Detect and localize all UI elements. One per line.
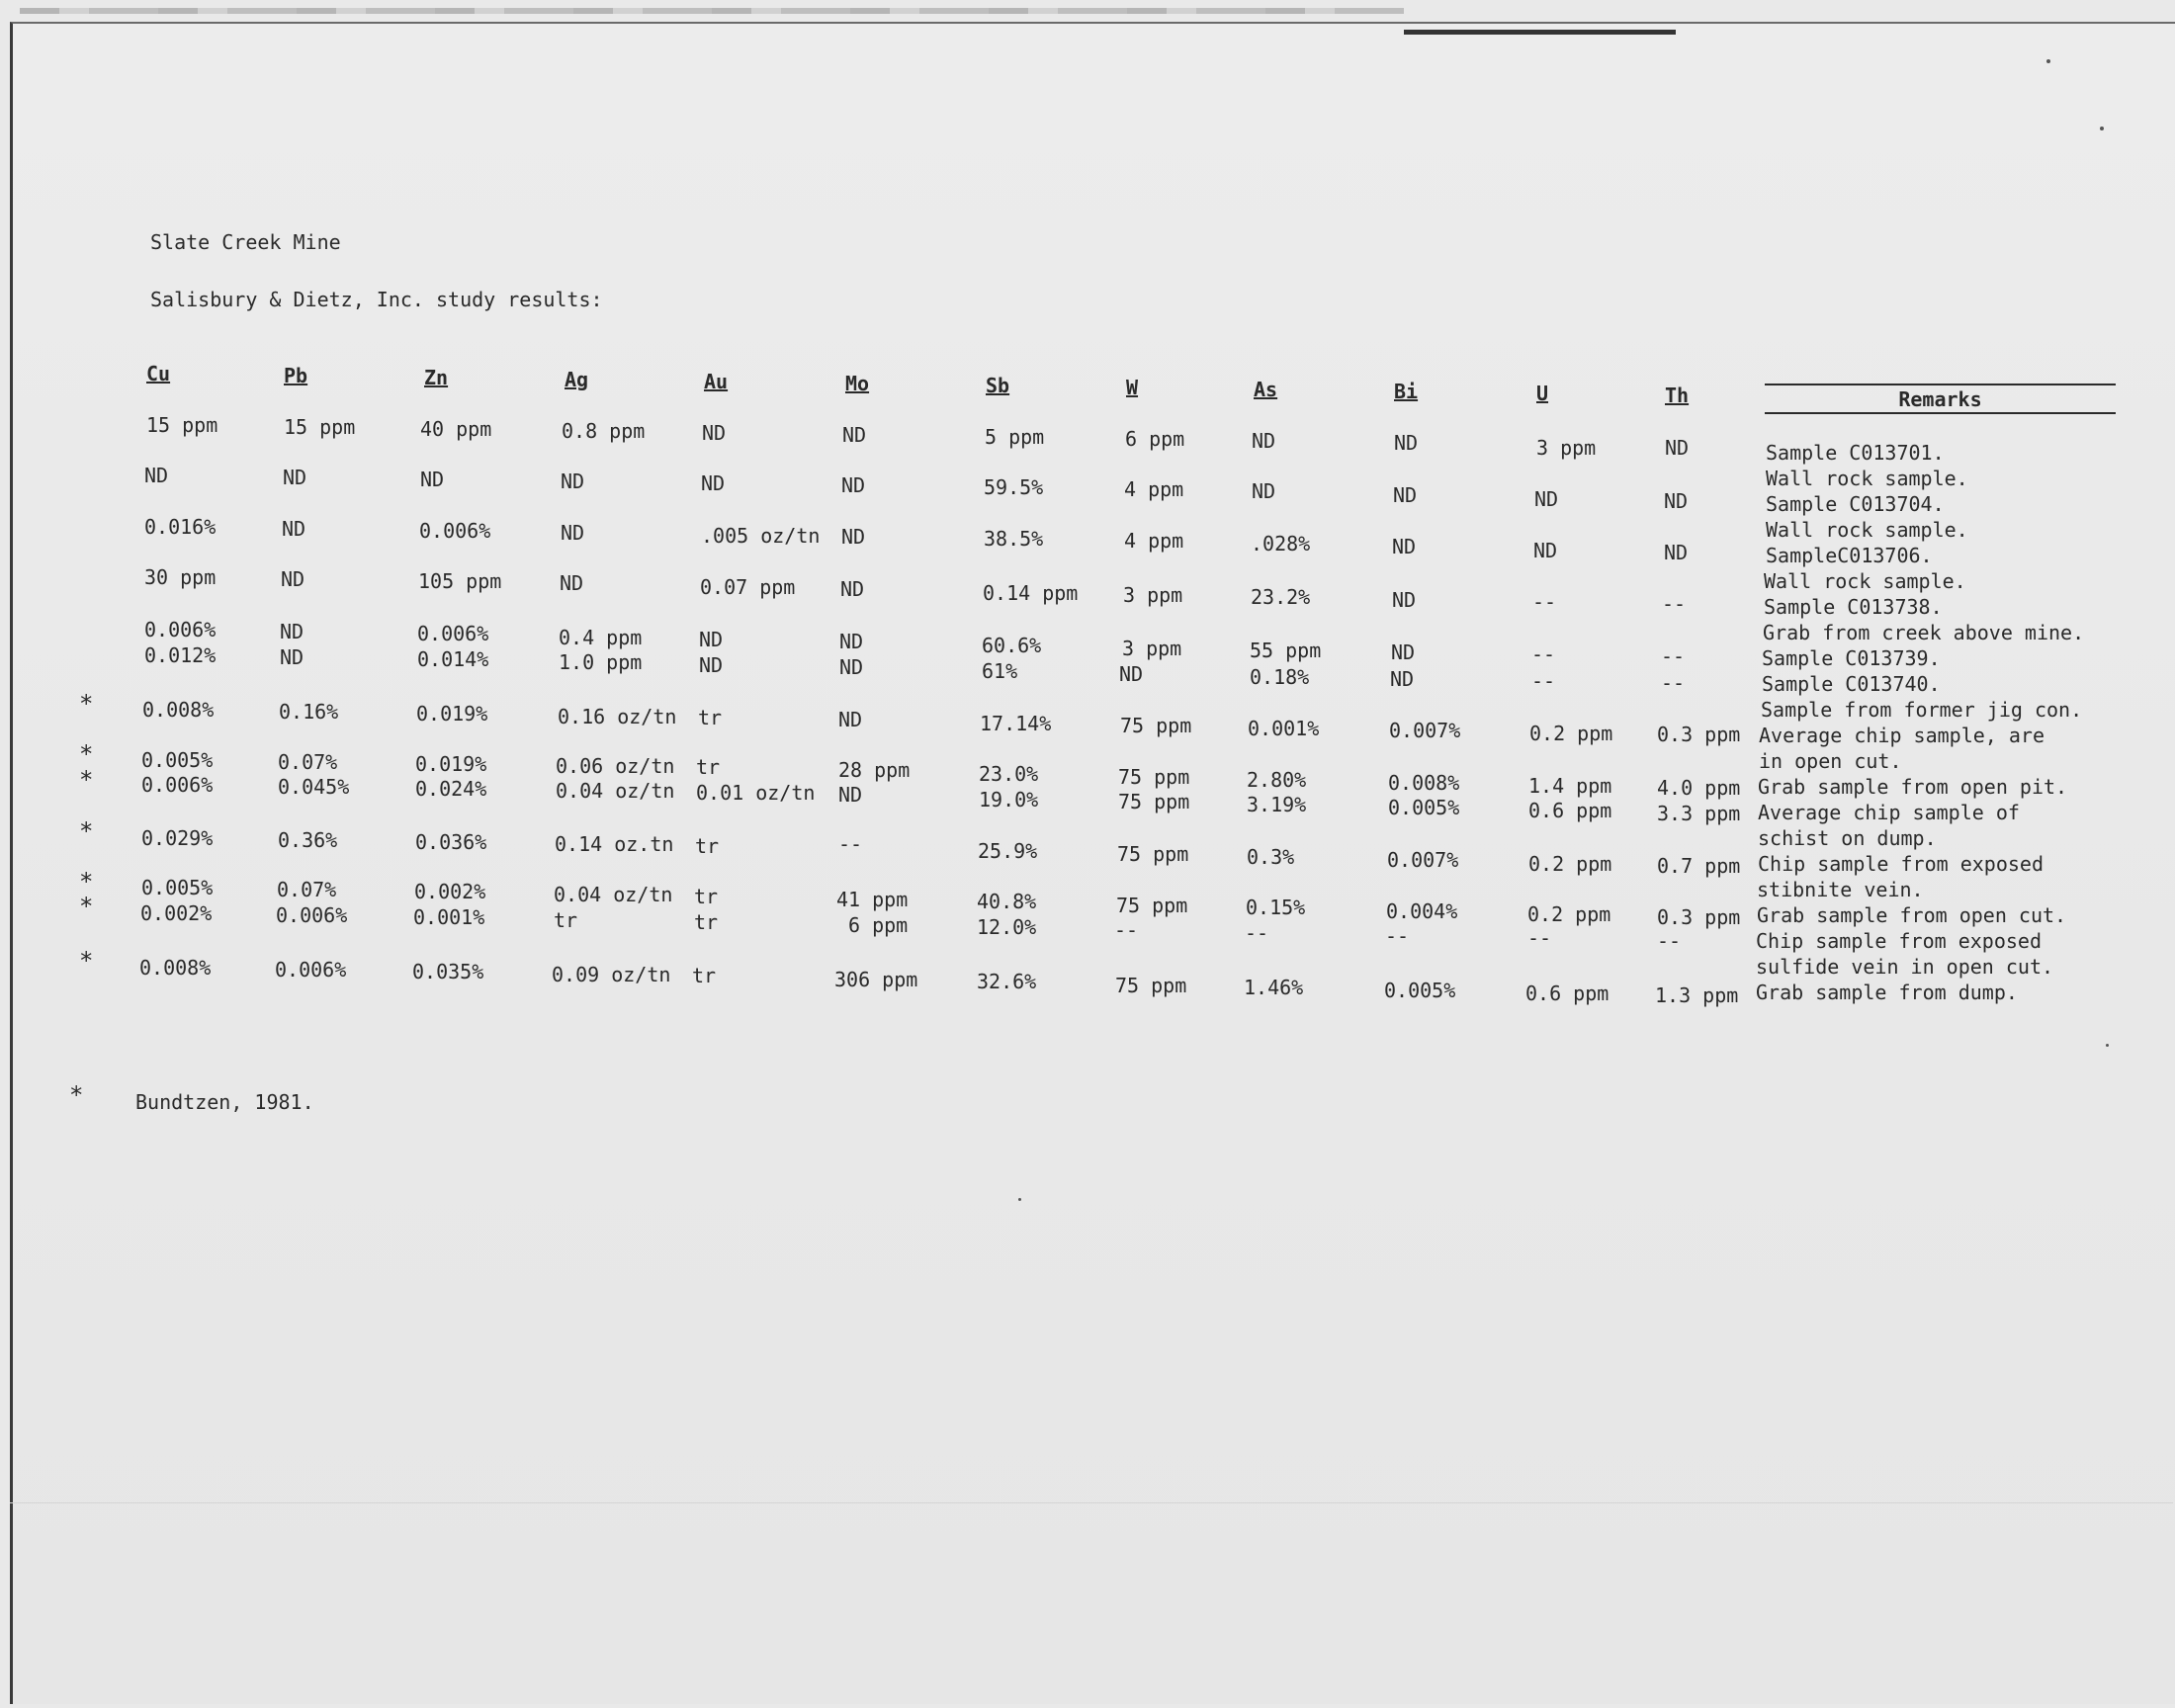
cell-bi: ND <box>1390 667 1415 691</box>
column-header-ag: Ag <box>565 368 589 391</box>
cell-th: 0.3 ppm <box>1657 723 1741 746</box>
cell-zn: 0.006% <box>419 519 491 543</box>
cell-th: 0.3 ppm <box>1657 905 1741 929</box>
cell-zn: 40 ppm <box>420 417 492 441</box>
reference-asterisk: * <box>79 947 94 975</box>
cell-mo: ND <box>842 423 867 447</box>
paper-fold-line <box>10 1502 2173 1503</box>
cell-as: 0.15% <box>1246 896 1306 919</box>
cell-ag: 0.04 oz/tn <box>554 883 673 906</box>
cell-u: ND <box>1534 487 1559 511</box>
cell-cu: 0.008% <box>139 956 212 980</box>
cell-th: 1.3 ppm <box>1655 983 1739 1007</box>
cell-as: 0.18% <box>1250 665 1310 689</box>
cell-u: 0.6 ppm <box>1525 982 1610 1005</box>
cell-w: 75 ppm <box>1118 765 1190 789</box>
cell-mo: 28 ppm <box>838 758 911 782</box>
cell-bi: 0.004% <box>1386 899 1458 923</box>
cell-w: ND <box>1119 662 1144 686</box>
cell-u: 0.2 ppm <box>1529 722 1613 745</box>
cell-sb: 40.8% <box>977 890 1037 913</box>
cell-cu: 0.012% <box>144 643 217 667</box>
remark-line: Sample C013739. <box>1762 646 1941 670</box>
column-header-th: Th <box>1665 384 1690 407</box>
document-title: Slate Creek Mine <box>150 230 341 254</box>
cell-pb: 0.36% <box>278 828 338 852</box>
remark-line: Wall rock sample. <box>1766 518 1968 542</box>
cell-as: 3.19% <box>1247 793 1307 816</box>
reference-asterisk: * <box>79 766 94 794</box>
footnote-text: Bundtzen, 1981. <box>135 1090 314 1114</box>
cell-sb: 38.5% <box>984 527 1044 551</box>
cell-pb: 0.045% <box>278 775 350 799</box>
cell-mo: ND <box>838 708 863 731</box>
cell-w: 75 ppm <box>1118 790 1190 813</box>
remark-line: Grab sample from dump. <box>1756 981 2018 1004</box>
cell-u: -- <box>1531 669 1556 693</box>
cell-pb: 15 ppm <box>284 415 356 439</box>
cell-au: .005 oz/tn <box>701 524 821 548</box>
remark-line: in open cut. <box>1759 749 1902 773</box>
cell-u: -- <box>1527 926 1552 950</box>
cell-u: ND <box>1533 539 1558 562</box>
cell-pb: ND <box>280 620 304 643</box>
cell-zn: 0.001% <box>413 905 485 929</box>
cell-ag: ND <box>560 571 584 595</box>
cell-mo: ND <box>839 655 864 679</box>
cell-th: -- <box>1662 592 1687 616</box>
scan-streak <box>20 8 1404 14</box>
cell-bi: ND <box>1392 535 1417 558</box>
cell-sb: 23.0% <box>979 762 1039 786</box>
column-header-u: U <box>1536 382 1549 405</box>
cell-zn: 0.036% <box>415 830 487 854</box>
cell-sb: 12.0% <box>977 915 1037 939</box>
cell-ag: 0.09 oz/tn <box>552 963 671 986</box>
cell-au: ND <box>699 628 724 651</box>
cell-au: ND <box>702 421 727 445</box>
document-subtitle: Salisbury & Dietz, Inc. study results: <box>150 288 603 311</box>
cell-pb: ND <box>281 567 305 591</box>
cell-sb: 17.14% <box>980 712 1052 735</box>
cell-w: 3 ppm <box>1123 583 1183 607</box>
cell-th: ND <box>1664 489 1689 513</box>
cell-mo: ND <box>839 630 864 653</box>
cell-bi: 0.007% <box>1387 848 1459 872</box>
cell-sb: 0.14 ppm <box>983 581 1079 605</box>
remark-line: Sample C013704. <box>1766 492 1945 516</box>
cell-as: 2.80% <box>1247 768 1307 792</box>
cell-pb: ND <box>280 645 304 669</box>
cell-bi: ND <box>1394 431 1419 455</box>
cell-au: tr <box>696 755 721 779</box>
remark-line: Grab from creek above mine. <box>1763 621 2085 644</box>
cell-cu: 0.016% <box>144 515 217 539</box>
column-header-as: As <box>1254 378 1278 401</box>
cell-ag: ND <box>561 521 585 545</box>
column-header-pb: Pb <box>284 364 308 387</box>
scan-edge-mark <box>1404 30 1676 35</box>
remark-line: sulfide vein in open cut. <box>1756 955 2054 979</box>
cell-pb: 0.07% <box>278 750 338 774</box>
column-header-zn: Zn <box>424 366 449 389</box>
cell-ag: 0.4 ppm <box>559 626 643 649</box>
remarks-underline <box>1765 412 2116 414</box>
cell-zn: 0.024% <box>415 777 487 801</box>
cell-u: 3 ppm <box>1536 436 1597 460</box>
cell-w: 75 ppm <box>1117 842 1189 866</box>
cell-mo: 6 ppm <box>848 913 909 937</box>
cell-au: tr <box>692 964 717 987</box>
cell-zn: 105 ppm <box>418 569 502 593</box>
cell-as: ND <box>1252 479 1276 503</box>
cell-sb: 61% <box>982 659 1018 683</box>
remark-line: Average chip sample, are <box>1759 724 2044 747</box>
cell-zn: 0.035% <box>412 960 484 983</box>
cell-as: ND <box>1252 429 1276 453</box>
cell-mo: 41 ppm <box>836 888 909 911</box>
cell-bi: 0.008% <box>1388 771 1460 795</box>
column-header-remarks: Remarks <box>1765 384 2116 411</box>
cell-u: -- <box>1532 590 1557 614</box>
cell-ag: 0.14 oz.tn <box>555 832 674 856</box>
remark-line: Wall rock sample. <box>1766 467 1968 490</box>
cell-au: tr <box>698 706 723 729</box>
cell-sb: 60.6% <box>982 634 1042 657</box>
column-header-w: W <box>1126 376 1139 399</box>
cell-th: ND <box>1664 541 1689 564</box>
cell-mo: ND <box>838 783 863 807</box>
cell-mo: 306 ppm <box>834 968 918 991</box>
cell-cu: 0.002% <box>140 901 213 925</box>
cell-w: 4 ppm <box>1124 477 1184 501</box>
cell-w: 4 ppm <box>1124 529 1184 553</box>
cell-zn: 0.019% <box>416 702 488 726</box>
cell-sb: 5 ppm <box>985 425 1045 449</box>
cell-zn: 0.019% <box>415 752 487 776</box>
cell-as: 0.001% <box>1248 717 1320 740</box>
cell-mo: ND <box>841 473 866 497</box>
cell-bi: ND <box>1393 483 1418 507</box>
cell-cu: 0.008% <box>142 698 215 722</box>
cell-as: 55 ppm <box>1250 639 1322 662</box>
cell-bi: ND <box>1392 588 1417 612</box>
cell-th: -- <box>1661 644 1686 668</box>
remark-line: Sample C013738. <box>1764 595 1943 619</box>
cell-au: tr <box>694 910 719 934</box>
cell-th: 0.7 ppm <box>1657 854 1741 878</box>
cell-bi: 0.005% <box>1384 979 1456 1002</box>
cell-u: 0.2 ppm <box>1527 902 1611 926</box>
column-header-cu: Cu <box>146 362 171 385</box>
remark-line: Sample from former jig con. <box>1761 698 2083 722</box>
cell-w: 75 ppm <box>1116 894 1188 917</box>
cell-bi: ND <box>1391 640 1416 664</box>
cell-au: 0.01 oz/tn <box>696 781 816 805</box>
reference-asterisk: * <box>79 817 94 845</box>
cell-th: ND <box>1665 436 1690 460</box>
cell-as: 23.2% <box>1251 585 1311 609</box>
cell-cu: 15 ppm <box>146 413 218 437</box>
cell-au: tr <box>695 834 720 858</box>
cell-as: 1.46% <box>1244 976 1304 999</box>
column-header-bi: Bi <box>1394 380 1419 403</box>
cell-w: 75 ppm <box>1115 974 1187 997</box>
reference-asterisk: * <box>79 740 94 768</box>
cell-ag: tr <box>554 908 578 932</box>
column-header-au: Au <box>704 370 729 393</box>
scan-speck <box>2106 1044 2109 1047</box>
remark-line: stibnite vein. <box>1757 878 1924 901</box>
cell-cu: ND <box>144 464 169 487</box>
cell-zn: ND <box>420 468 445 491</box>
cell-th: 3.3 ppm <box>1657 802 1741 825</box>
cell-ag: 0.16 oz/tn <box>558 705 677 728</box>
cell-cu: 0.005% <box>141 876 214 899</box>
cell-pb: 0.006% <box>276 903 348 927</box>
cell-pb: 0.006% <box>275 958 347 982</box>
cell-u: -- <box>1531 642 1556 666</box>
column-header-sb: Sb <box>986 374 1010 397</box>
cell-mo: ND <box>840 577 865 601</box>
cell-w: 6 ppm <box>1125 427 1185 451</box>
remark-line: Sample C013701. <box>1766 441 1945 465</box>
cell-th: 4.0 ppm <box>1657 776 1741 800</box>
remark-line: Average chip sample of <box>1758 801 2020 824</box>
cell-mo: -- <box>838 832 863 856</box>
cell-ag: 1.0 ppm <box>559 650 643 674</box>
remark-line: Grab sample from open pit. <box>1758 775 2068 799</box>
cell-w: 3 ppm <box>1122 637 1182 660</box>
footnote-asterisk: * <box>69 1081 84 1109</box>
cell-u: 0.6 ppm <box>1528 799 1612 822</box>
cell-bi: -- <box>1385 924 1410 948</box>
remark-line: Chip sample from exposed <box>1756 929 2042 953</box>
cell-cu: 0.029% <box>141 826 214 850</box>
cell-w: 75 ppm <box>1120 714 1192 737</box>
cell-ag: 0.04 oz/tn <box>556 779 675 803</box>
remark-line: Sample C013740. <box>1762 672 1941 696</box>
cell-ag: ND <box>561 470 585 493</box>
cell-bi: 0.007% <box>1389 719 1461 742</box>
cell-as: .028% <box>1251 532 1311 555</box>
cell-sb: 25.9% <box>978 839 1038 863</box>
cell-cu: 0.006% <box>141 773 214 797</box>
cell-ag: 0.06 oz/tn <box>556 754 675 778</box>
cell-pb: 0.16% <box>279 700 339 724</box>
cell-bi: 0.005% <box>1388 796 1460 819</box>
cell-zn: 0.006% <box>417 622 489 645</box>
cell-zn: 0.002% <box>414 880 486 903</box>
cell-as: -- <box>1245 921 1269 945</box>
scan-speck <box>2046 59 2050 63</box>
cell-th: -- <box>1657 929 1682 953</box>
cell-pb: ND <box>282 517 306 541</box>
scan-speck <box>1018 1198 1021 1201</box>
cell-sb: 59.5% <box>984 475 1044 499</box>
cell-au: tr <box>694 885 719 908</box>
reference-asterisk: * <box>79 868 94 896</box>
cell-u: 0.2 ppm <box>1528 852 1612 876</box>
cell-au: ND <box>701 471 726 495</box>
cell-pb: 0.07% <box>277 878 337 901</box>
scan-speck <box>2100 127 2104 130</box>
remark-line: Wall rock sample. <box>1764 569 1966 593</box>
cell-zn: 0.014% <box>417 647 489 671</box>
cell-au: 0.07 ppm <box>700 575 796 599</box>
remark-line: SampleC013706. <box>1766 544 1933 567</box>
remark-line: Grab sample from open cut. <box>1757 903 2067 927</box>
cell-w: -- <box>1114 918 1139 942</box>
reference-asterisk: * <box>79 893 94 920</box>
remark-line: Chip sample from exposed <box>1758 852 2044 876</box>
cell-cu: 0.005% <box>141 748 214 772</box>
cell-u: 1.4 ppm <box>1528 774 1612 798</box>
cell-th: -- <box>1661 671 1686 695</box>
cell-ag: 0.8 ppm <box>562 419 646 443</box>
remark-line: schist on dump. <box>1758 826 1937 850</box>
cell-au: ND <box>699 653 724 677</box>
cell-pb: ND <box>283 466 307 489</box>
cell-sb: 19.0% <box>979 788 1039 811</box>
cell-sb: 32.6% <box>977 970 1037 993</box>
reference-asterisk: * <box>79 690 94 718</box>
cell-cu: 30 ppm <box>144 565 217 589</box>
cell-as: 0.3% <box>1247 845 1295 869</box>
cell-mo: ND <box>841 525 866 549</box>
column-header-mo: Mo <box>845 372 870 395</box>
cell-cu: 0.006% <box>144 618 217 641</box>
